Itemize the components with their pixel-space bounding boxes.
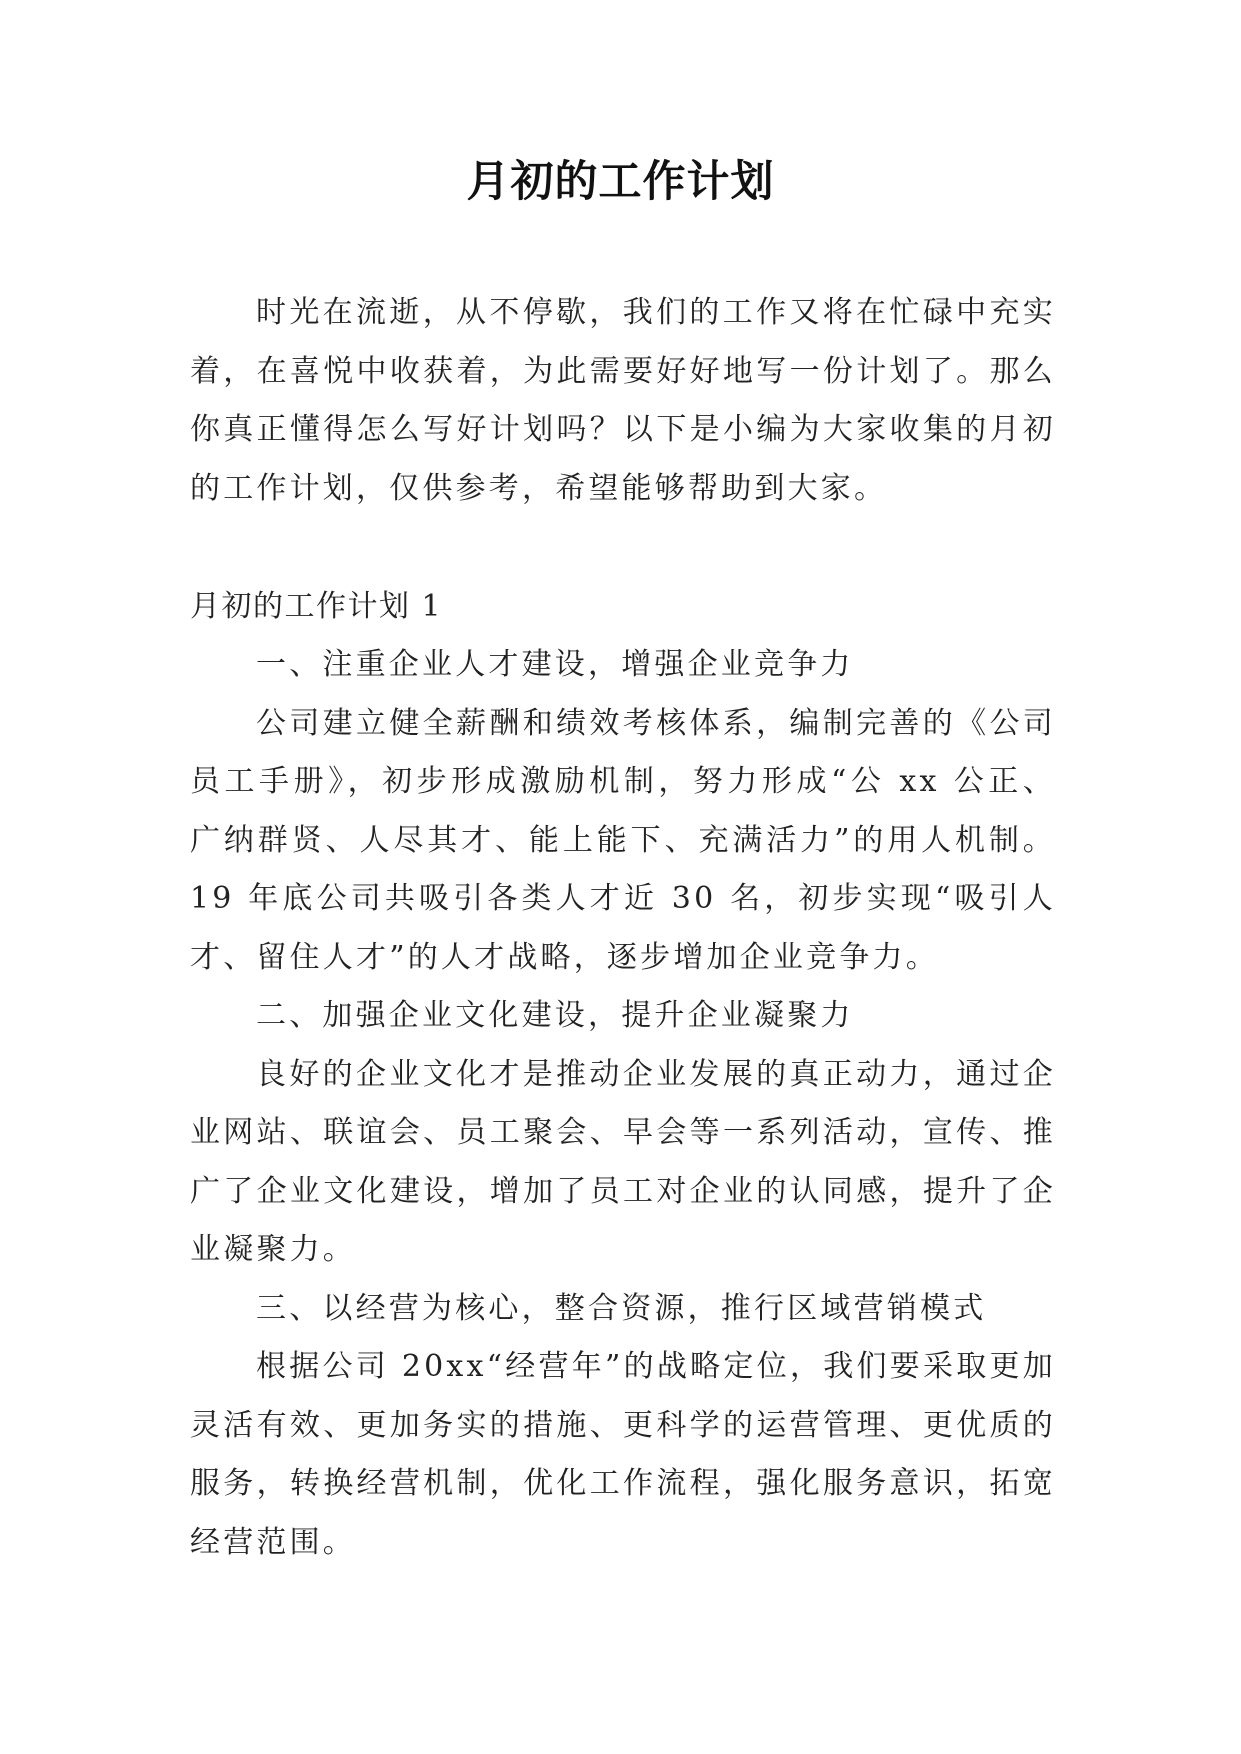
heading-1: 一、注重企业人才建设，增强企业竞争力 xyxy=(256,647,854,682)
heading-2: 二、加强企业文化建设，提升企业凝聚力 xyxy=(256,998,854,1033)
paragraph-1: 公司建立健全薪酬和绩效考核体系，编制完善的《公司员工手册》，初步形成激励机制，努力形成“公 xx 公正、广纳群贤、人尽其才、能上能下、充满活力”的用人机制。19 年底公司共吸引各类人才近 30 名，初步实现“吸引人才、留住人才”的人才战略，逐步增加企业竞争力。 xyxy=(190,705,1056,975)
heading-3: 三、以经营为核心，整合资源，推行区域营销模式 xyxy=(256,1290,987,1326)
intro-paragraph: 时光在流逝，从不停歇，我们的工作又将在忙碌中充实着，在喜悦中收获着，为此需要好好地写一份计划了。那么你真正懂得怎么写好计划吗？以下是小编为大家收集的月初的工作计划，仅供参考，希望能够帮助到大家。 xyxy=(190,295,1056,506)
section-body xyxy=(190,636,1056,1572)
document-title: 月初的工作计划 xyxy=(466,157,775,207)
paragraph-3: 根据公司 20xx“经营年”的战略定位，我们要采取更加灵活有效、更加务实的措施、更科学的运营管理、更优质的服务，转换经营机制，优化工作流程，强化服务意识，拓宽经营范围。 xyxy=(190,1349,1056,1560)
paragraph-2: 良好的企业文化才是推动企业发展的真正动力，通过企业网站、联谊会、员工聚会、早会等一系列活动，宣传、推广了企业文化建设，增加了员工对企业的认同感，提升了企业凝聚力。 xyxy=(190,1056,1056,1267)
section-title: 月初的工作计划 1 xyxy=(190,589,443,624)
